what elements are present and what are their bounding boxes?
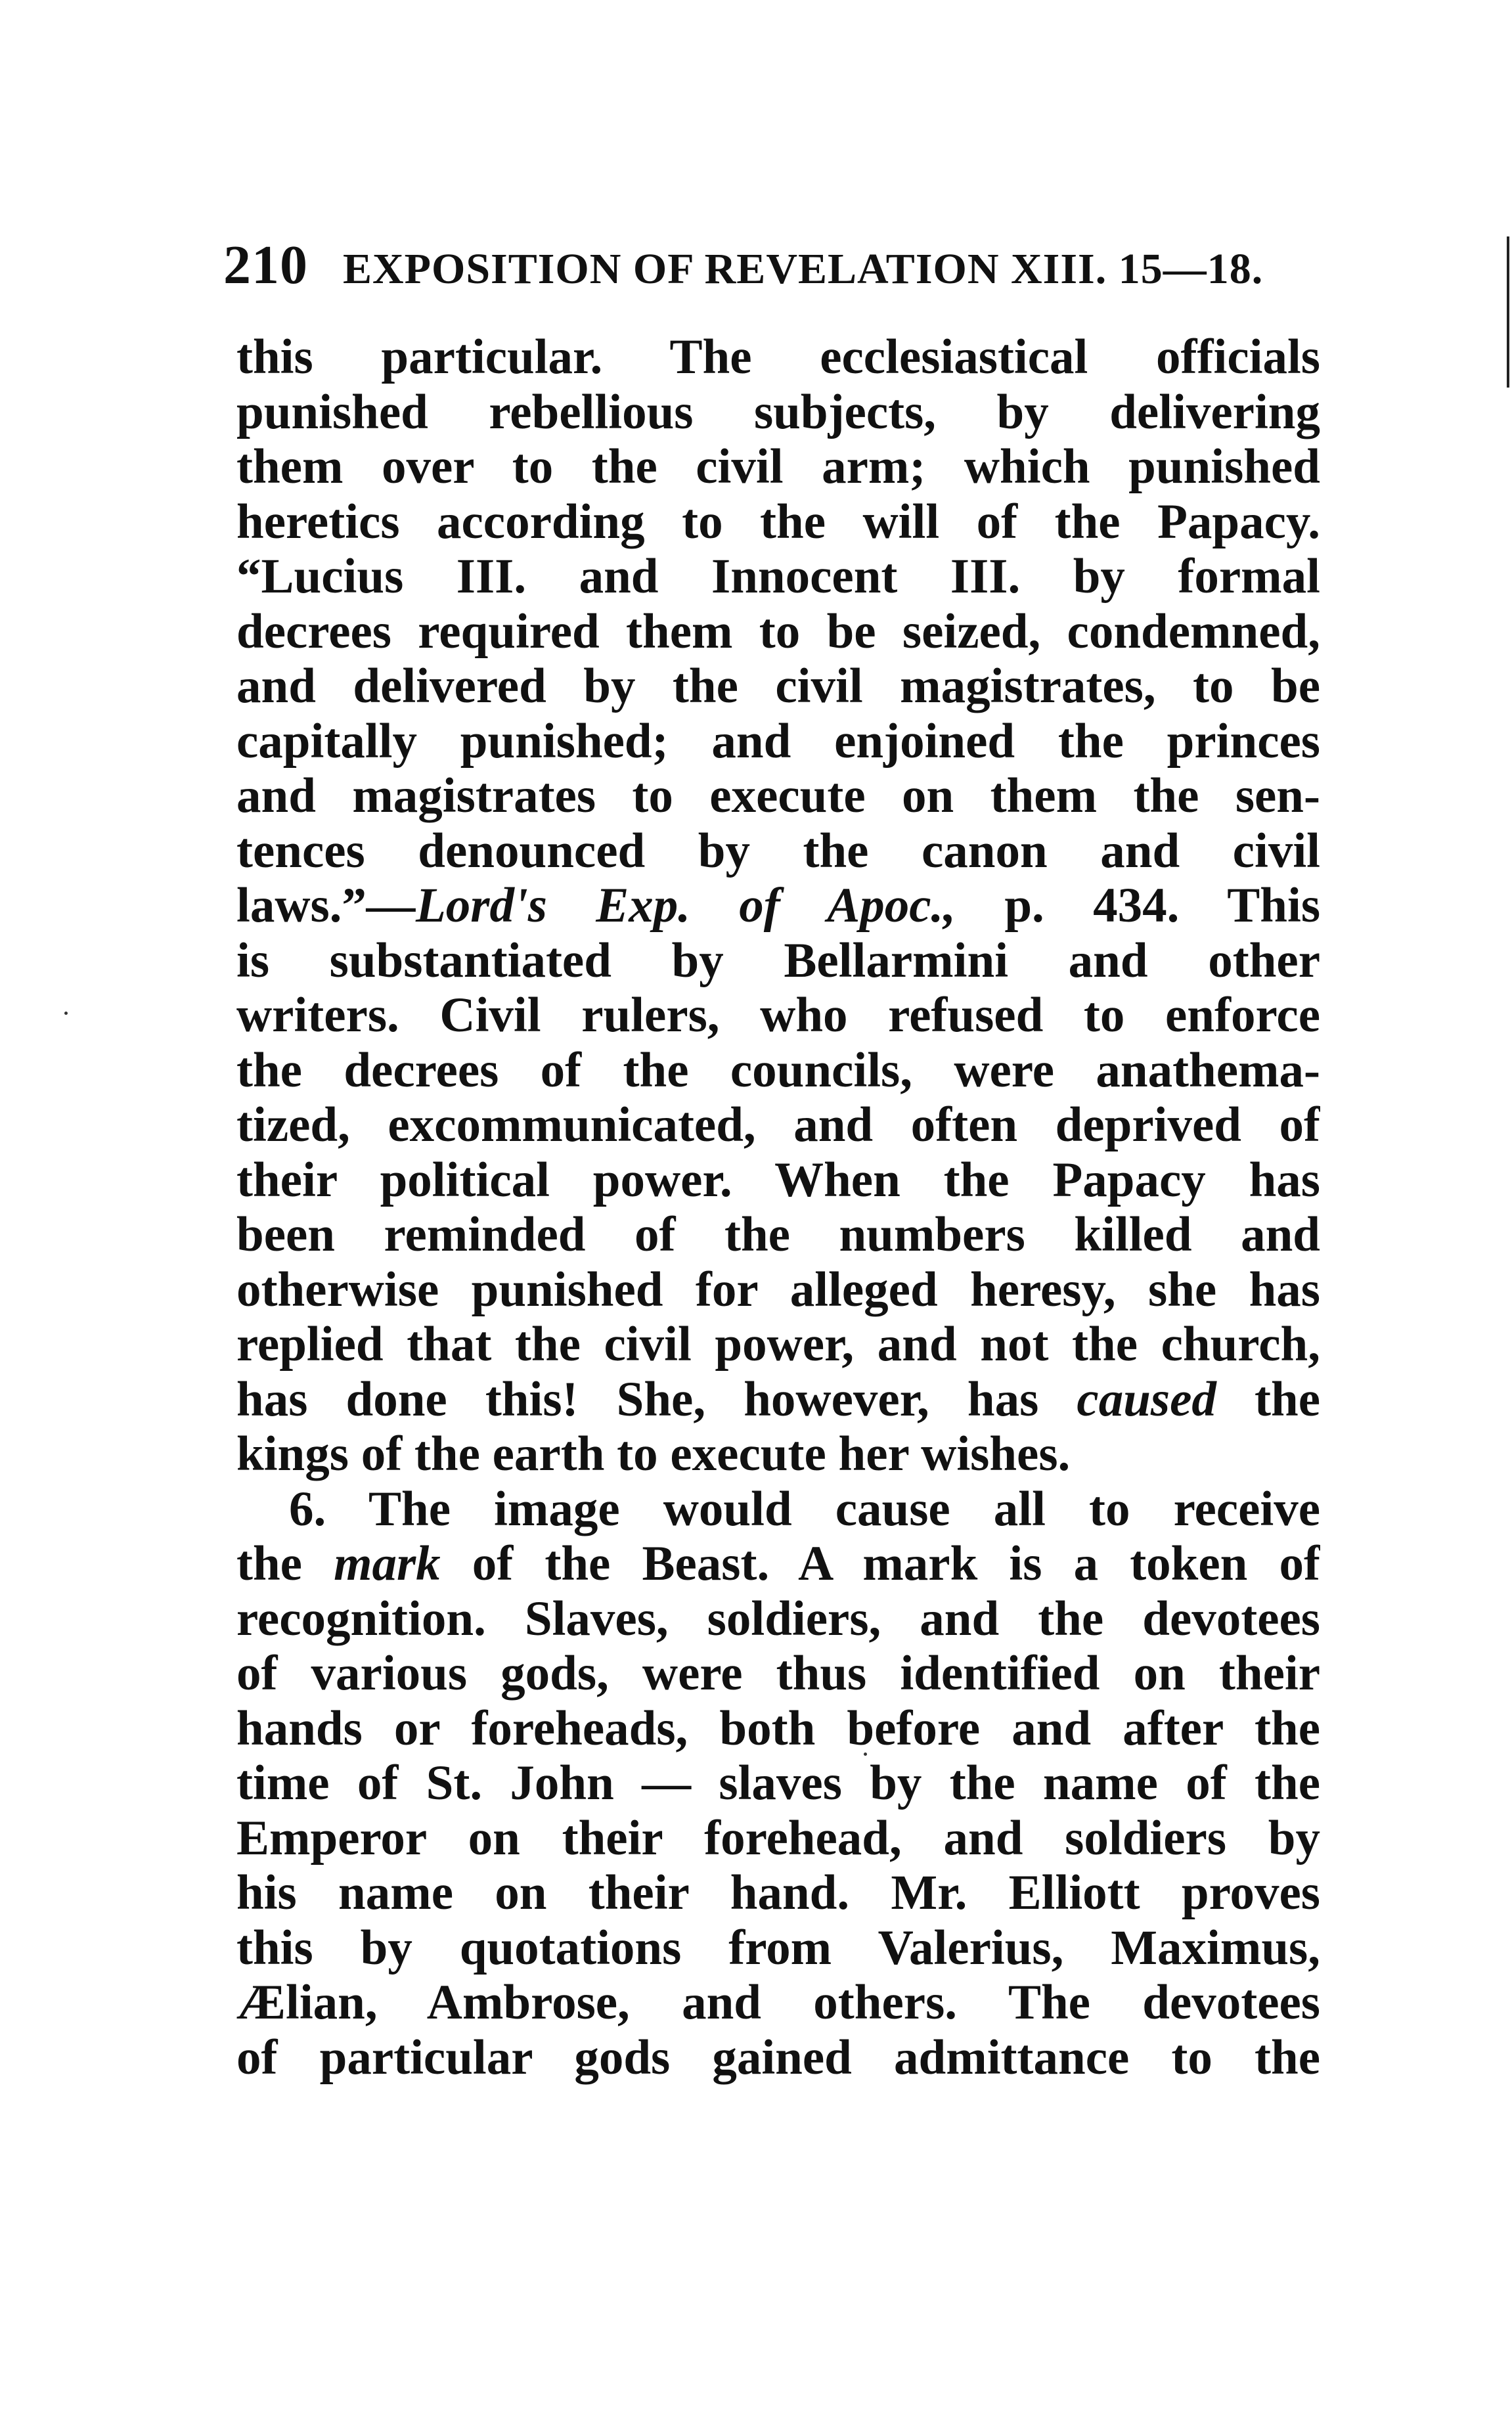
- body-text: [236, 330, 1320, 2085]
- running-title: EXPOSITION OF REVELATION XIII. 15—18.: [343, 245, 1264, 293]
- text-line: his name on their hand. Mr. Elliott proves: [236, 1865, 1320, 1920]
- text-line: of particular gods gained admittance to the: [236, 2030, 1320, 2085]
- text-line: this by quotations from Valerius, Maximus,: [236, 1920, 1320, 1975]
- caused-italic: caused: [1077, 1372, 1216, 1427]
- text-line: and delivered by the civil magistrates, to be: [236, 659, 1320, 713]
- text-line: decrees required them to be seized, condemned,: [236, 604, 1320, 659]
- text-line: them over to the civil arm; which punished: [236, 439, 1320, 494]
- text-line: “Lucius III. and Innocent III. by formal: [236, 549, 1320, 604]
- citation-italic: —Lord's Exp. of Apoc.,: [366, 878, 956, 933]
- text-line-caused: [236, 1372, 1320, 1427]
- text-line-mark: [236, 1536, 1320, 1592]
- text-line: recognition. Slaves, soldiers, and the devotees: [236, 1591, 1320, 1646]
- mark-italic: mark: [334, 1536, 441, 1591]
- text-line: time of St. John — slaves by the name of the: [236, 1756, 1320, 1810]
- text-line: the decrees of the councils, were anathema-: [236, 1042, 1320, 1098]
- running-header: [223, 233, 1333, 299]
- speck-mark: [64, 1012, 68, 1015]
- text-fragment: p. 434. This: [1004, 878, 1320, 933]
- text-line: kings of the earth to execute her wishes.: [236, 1427, 1071, 1481]
- text-fragment: the: [1255, 1372, 1320, 1427]
- text-line: writers. Civil rulers, who refused to enforce: [236, 988, 1320, 1042]
- text-line: this particular. The ecclesiastical officials: [236, 330, 1320, 384]
- text-line: capitally punished; and enjoined the princes: [236, 713, 1320, 769]
- text-line: otherwise punished for alleged heresy, she has: [236, 1262, 1320, 1317]
- text-fragment: of the Beast. A mark is a token of: [472, 1536, 1320, 1591]
- text-line: of various gods, were thus identified on their: [236, 1646, 1320, 1701]
- text-fragment: the: [236, 1536, 302, 1591]
- page-number: 210: [223, 234, 308, 296]
- text-line: and magistrates to execute on them the sen-: [236, 769, 1320, 823]
- page-edge-mark: [1507, 236, 1509, 388]
- text-fragment: has done this! She, however, has: [236, 1372, 1039, 1427]
- text-line: been reminded of the numbers killed and: [236, 1207, 1320, 1262]
- text-line: hands or foreheads, both before and after the: [236, 1701, 1320, 1756]
- text-fragment: laws.”: [236, 878, 367, 933]
- text-line: Emperor on their forehead, and soldiers by: [236, 1810, 1320, 1865]
- text-line: is substantiated by Bellarmini and other: [236, 933, 1320, 988]
- text-line: tized, excommunicated, and often deprived of: [236, 1098, 1320, 1152]
- text-line: tences denounced by the canon and civil: [236, 823, 1320, 878]
- text-line: punished rebellious subjects, by delivering: [236, 384, 1320, 439]
- text-line: their political power. When the Papacy has: [236, 1152, 1320, 1207]
- text-line: 6. The image would cause all to receive: [289, 1481, 1320, 1536]
- text-line-citation: [236, 878, 1320, 933]
- text-line: replied that the civil power, and not the church,: [236, 1317, 1320, 1372]
- text-line: Ælian, Ambrose, and others. The devotees: [236, 1975, 1320, 2030]
- text-line: heretics according to the will of the Papacy.: [236, 494, 1320, 549]
